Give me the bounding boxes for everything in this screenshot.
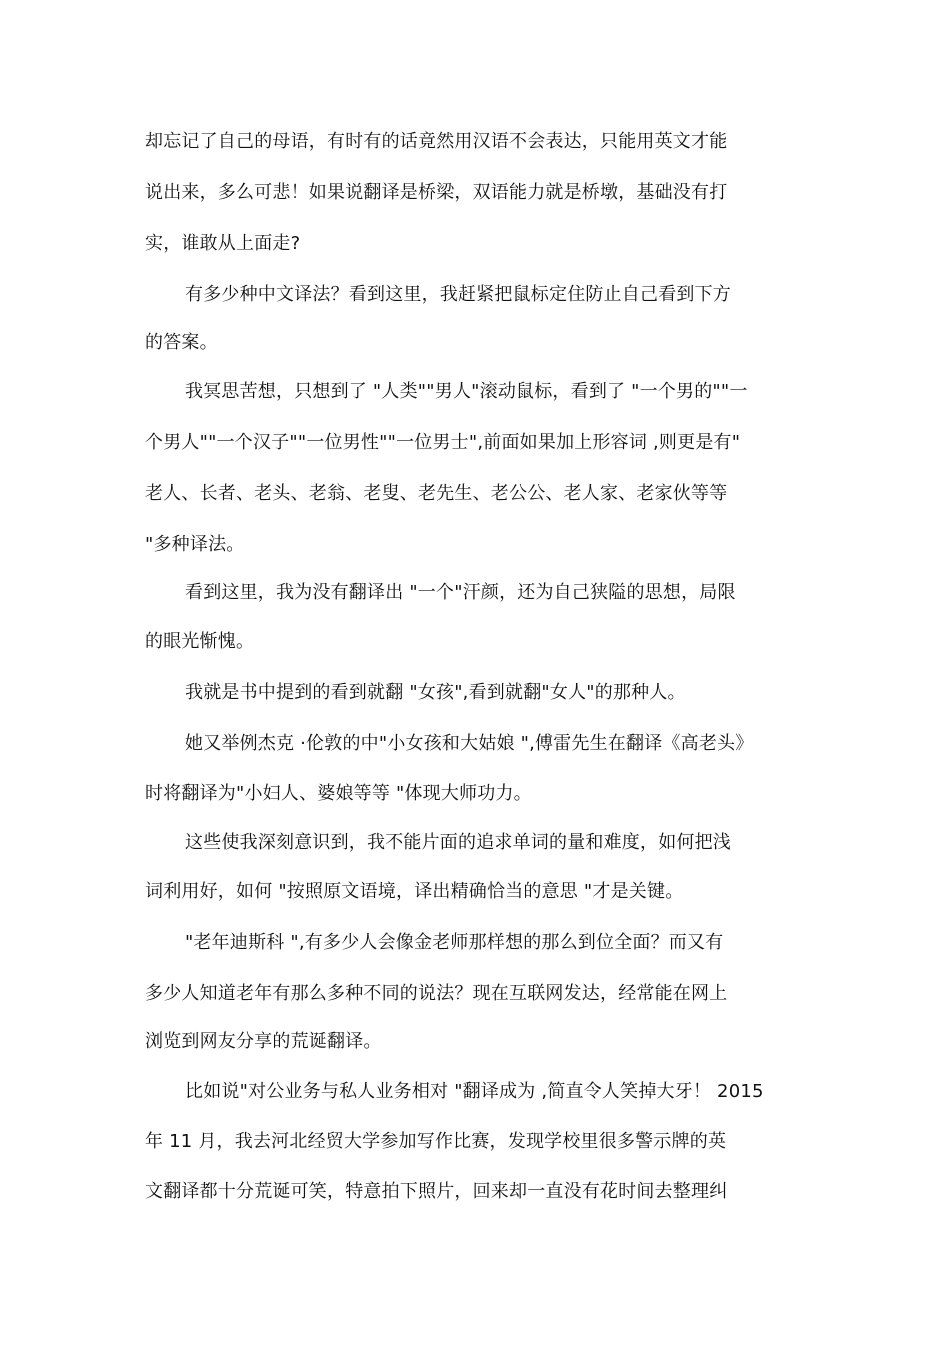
paragraph-line: 我就是书中提到的看到就翻 "女孩",看到就翻"女人"的那种人。 <box>185 682 686 703</box>
paragraph-line: 比如说"对公业务与私人业务相对 "翻译成为 ,简直令人笑掉大牙！ 2015 <box>185 1081 764 1102</box>
paragraph-line: 实，谁敢从上面走? <box>145 233 301 254</box>
paragraph-line: 年 11 月，我去河北经贸大学参加写作比赛，发现学校里很多警示牌的英 <box>145 1131 727 1152</box>
paragraph-line: 时将翻译为"小妇人、婆娘等等 "体现大师功力。 <box>145 783 532 804</box>
paragraph-line: 有多少种中文译法？看到这里，我赶紧把鼠标定住防止自己看到下方 <box>185 284 731 305</box>
paragraph-line: 文翻译都十分荒诞可笑，特意拍下照片，回来却一直没有花时间去整理纠 <box>145 1181 728 1202</box>
paragraph-line: 多少人知道老年有那么多种不同的说法？现在互联网发达，经常能在网上 <box>145 983 728 1004</box>
paragraph-line: 的眼光惭愧。 <box>145 631 255 652</box>
paragraph-line: 看到这里，我为没有翻译出 "一个"汗颜，还为自己狭隘的思想，局限 <box>185 582 736 603</box>
paragraph-line: "多种译法。 <box>145 534 245 555</box>
paragraph-line: 的答案。 <box>145 332 218 353</box>
paragraph-line: "老年迪斯科 ",有多少人会像金老师那样想的那么到位全面？而又有 <box>185 932 724 953</box>
paragraph-line: 这些使我深刻意识到，我不能片面的追求单词的量和难度，如何把浅 <box>185 832 731 853</box>
paragraph-line: 浏览到网友分享的荒诞翻译。 <box>145 1031 382 1052</box>
paragraph-line: 个男人""一个汉子""一位男性""一位男士",前面如果加上形容词 ,则更是有" <box>145 432 741 453</box>
paragraph-line: 却忘记了自己的母语，有时有的话竟然用汉语不会表达，只能用英文才能 <box>145 131 728 152</box>
paragraph-line: 我冥思苦想，只想到了 "人类""男人"滚动鼠标，看到了 "一个男的""一 <box>185 381 748 402</box>
paragraph-line: 词利用好，如何 "按照原文语境，译出精确恰当的意思 "才是关键。 <box>145 881 684 902</box>
paragraph-line: 她又举例杰克 ·伦敦的中"小女孩和大姑娘 ",傅雷先生在翻译《高老头》 <box>185 733 754 754</box>
paragraph-line: 老人、长者、老头、老翁、老叟、老先生、老公公、老人家、老家伙等等 <box>145 483 728 504</box>
paragraph-line: 说出来，多么可悲！如果说翻译是桥梁，双语能力就是桥墩，基础没有打 <box>145 182 728 203</box>
